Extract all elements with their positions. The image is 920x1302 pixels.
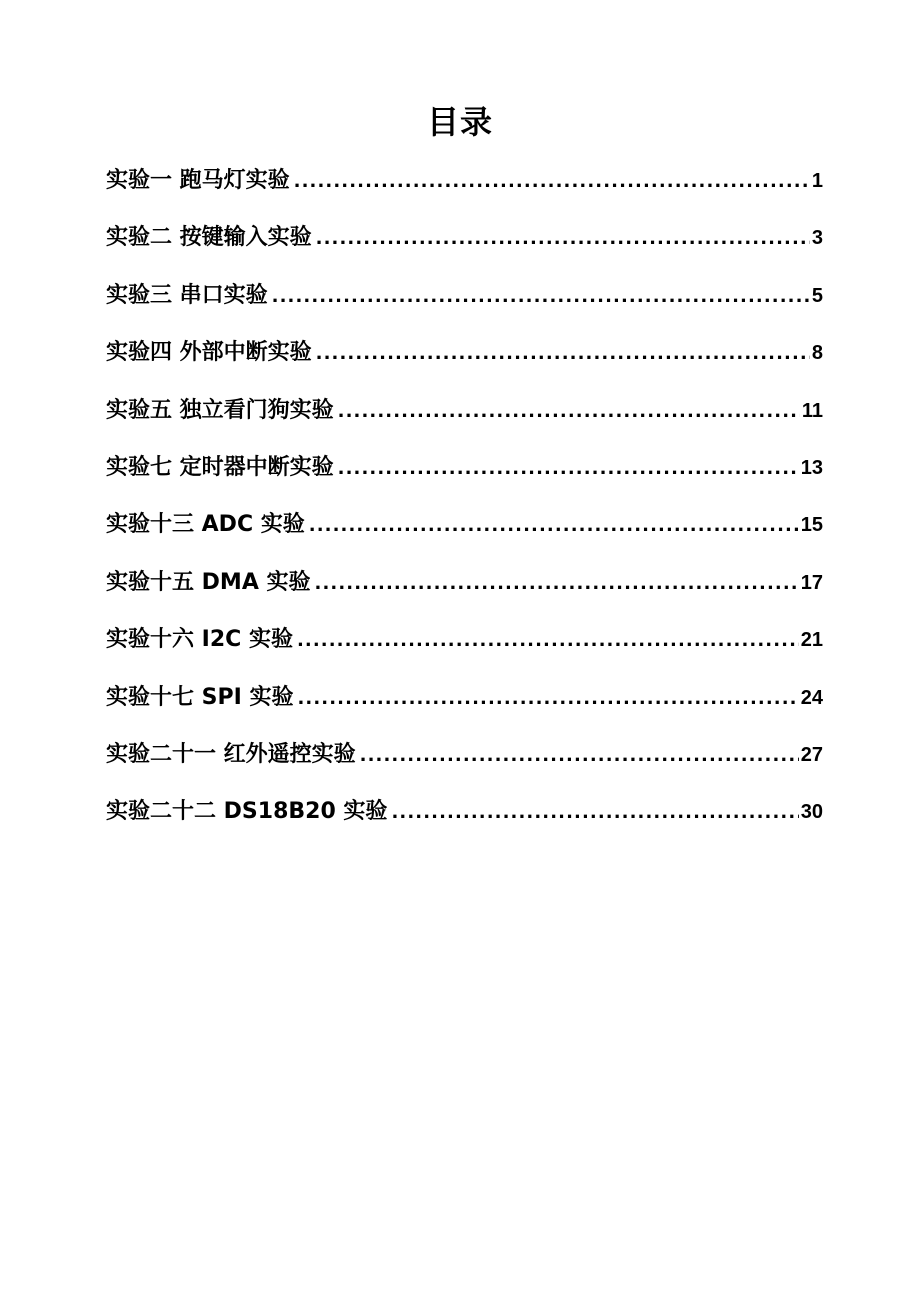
toc-entry-label: 实验三 串口实验 bbox=[106, 282, 268, 308]
toc-dot-leader bbox=[338, 450, 799, 488]
toc-title: 目录 bbox=[426, 103, 493, 141]
toc-entry-label: 实验二 按键输入实验 bbox=[106, 225, 312, 251]
toc-entry-label: 实验十五 DMA 实验 bbox=[106, 569, 311, 595]
toc-list bbox=[106, 162, 823, 851]
toc-entry bbox=[106, 334, 823, 391]
toc-entry bbox=[106, 679, 823, 736]
toc-entry-page: 15 bbox=[800, 514, 823, 537]
toc-entry-label: 实验十七 SPI 实验 bbox=[106, 684, 294, 710]
toc-entry bbox=[106, 277, 823, 334]
toc-entry-page: 11 bbox=[801, 399, 823, 422]
toc-entry-label: 实验一 跑马灯实验 bbox=[106, 168, 290, 193]
toc-dot-leader bbox=[309, 507, 799, 545]
toc-entry-label: 实验二十一 红外遥控实验 bbox=[106, 741, 356, 767]
toc-entry-page: 1 bbox=[811, 170, 823, 192]
toc-entry-label: 实验十六 I2C 实验 bbox=[106, 627, 293, 653]
toc-entry-page: 13 bbox=[800, 456, 823, 479]
toc-entry-page: 21 bbox=[800, 629, 823, 652]
toc-dot-leader bbox=[338, 393, 800, 431]
toc-entry-label: 实验五 独立看门狗实验 bbox=[106, 397, 334, 423]
toc-dot-leader bbox=[297, 680, 798, 718]
toc-dot-leader bbox=[391, 794, 798, 832]
toc-entry-page: 24 bbox=[800, 686, 823, 709]
toc-entry bbox=[106, 736, 823, 793]
toc-dot-leader bbox=[272, 278, 810, 316]
toc-entry-page: 27 bbox=[800, 743, 823, 766]
toc-dot-leader bbox=[316, 335, 810, 373]
toc-entry bbox=[106, 621, 823, 678]
toc-dot-leader bbox=[297, 622, 799, 660]
toc-entry-label: 实验七 定时器中断实验 bbox=[106, 454, 334, 480]
toc-dot-leader bbox=[316, 220, 810, 258]
toc-entry-label: 实验二十二 DS18B20 实验 bbox=[106, 799, 388, 825]
toc-entry bbox=[106, 564, 823, 621]
toc-dot-leader bbox=[294, 163, 810, 201]
toc-entry-page: 3 bbox=[811, 227, 823, 250]
toc-entry-label: 实验四 外部中断实验 bbox=[106, 340, 312, 366]
toc-entry bbox=[106, 392, 823, 449]
toc-entry bbox=[106, 219, 823, 276]
toc-entry bbox=[106, 506, 823, 563]
toc-entry-page: 30 bbox=[800, 801, 823, 824]
toc-entry bbox=[106, 162, 823, 219]
toc-entry-page: 8 bbox=[811, 342, 823, 365]
toc-entry-page: 17 bbox=[800, 571, 823, 594]
toc-entry-page: 5 bbox=[811, 284, 823, 307]
toc-dot-leader bbox=[360, 737, 799, 775]
toc-dot-leader bbox=[315, 565, 799, 603]
toc-entry bbox=[106, 793, 823, 850]
toc-entry bbox=[106, 449, 823, 506]
toc-entry-label: 实验十三 ADC 实验 bbox=[106, 512, 305, 538]
